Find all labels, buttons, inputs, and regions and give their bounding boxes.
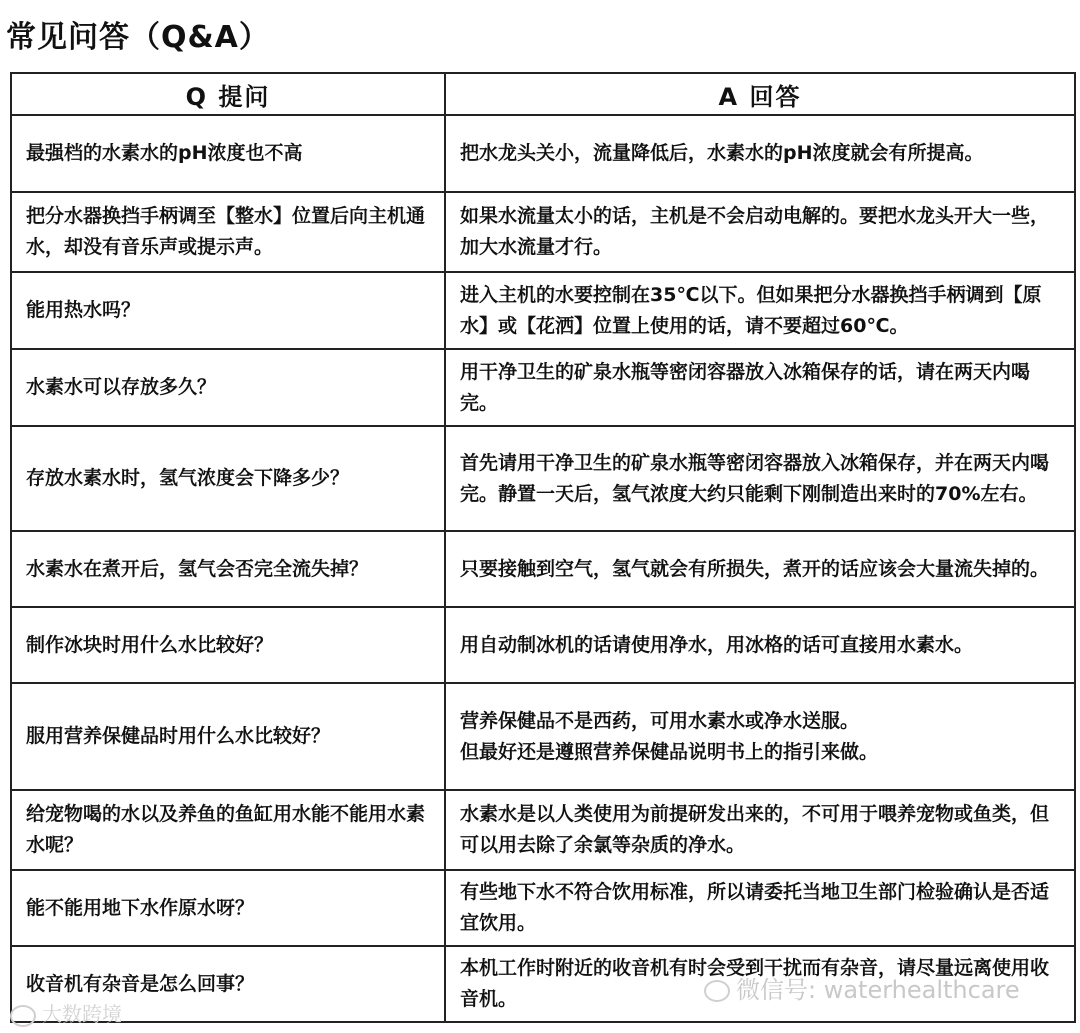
table-row <box>11 426 1075 531</box>
answer-text: 有些地下水不符合饮用标准，所以请委托当地卫生部门检验确认是否适宜饮用。 <box>460 881 1050 934</box>
table-row <box>11 683 1075 790</box>
answer-text: 用干净卫生的矿泉水瓶等密闭容器放入冰箱保存的话，请在两天内喝完。 <box>460 360 1031 414</box>
answer-text: 进入主机的水要控制在35℃以下。但如果把分水器换挡手柄调到【原水】或【花洒】位置上使用的话，请不要超过60℃。 <box>460 283 1042 337</box>
answer-text: 如果水流量太小的话，主机是不会启动电解的。要把水龙头开大一些，加大水流量才行。 <box>460 205 1050 258</box>
answer-text: 本机工作时附近的收音机有时会受到干扰而有杂音，请尽量远离使用收音机。 <box>460 957 1050 1010</box>
answer-cell <box>445 426 1075 531</box>
answer-text: 营养保健品不是西药，可用水素水或净水送服。 <box>460 709 860 732</box>
question-column-header: Q 提问 <box>11 73 445 115</box>
watermark-left-text: 大数跨境 <box>42 1002 122 1026</box>
table-row <box>11 349 1075 426</box>
watermark-right-text: 微信号: waterhealthcare <box>736 976 1020 1004</box>
answer-text: 但最好还是遵照营养保健品说明书上的指引来做。 <box>460 740 879 763</box>
answer-cell <box>445 349 1075 426</box>
answer-cell <box>445 272 1075 349</box>
weibo-icon <box>10 1005 36 1027</box>
answer-cell <box>445 531 1075 607</box>
question-cell: 最强档的水素水的pH浓度也不高 <box>11 115 445 192</box>
table-header-row <box>11 73 1075 115</box>
question-cell: 能不能用地下水作原水呀？ <box>11 870 445 946</box>
question-cell: 制作冰块时用什么水比较好？ <box>11 607 445 683</box>
question-cell: 服用营养保健品时用什么水比较好？ <box>11 683 445 790</box>
table-row <box>11 790 1075 870</box>
answer-text: 用自动制冰机的话请使用净水，用冰格的话可直接用水素水。 <box>460 633 974 656</box>
question-cell: 把分水器换挡手柄调至【整水】位置后向主机通水，却没有音乐声或提示声。 <box>11 192 445 272</box>
answer-column-header: A 回答 <box>445 73 1075 115</box>
watermark-right <box>704 970 1020 1005</box>
answer-text: 把水龙头关小，流量降低后，水素水的pH浓度就会有所提高。 <box>460 142 984 164</box>
question-cell: 水素水可以存放多久？ <box>11 349 445 426</box>
answer-cell <box>445 607 1075 683</box>
question-cell: 能用热水吗？ <box>11 272 445 349</box>
answer-cell <box>445 870 1075 946</box>
answer-cell <box>445 790 1075 870</box>
question-cell: 收音机有杂音是怎么回事？ <box>11 946 445 1022</box>
table-row <box>11 272 1075 349</box>
answer-cell <box>445 115 1075 192</box>
table-row <box>11 115 1075 192</box>
table-row <box>11 870 1075 946</box>
table-row <box>11 531 1075 607</box>
answer-text: 水素水是以人类使用为前提研发出来的，不可用于喂养宠物或鱼类，但可以用去除了余氯等杂质的净水。 <box>460 803 1050 856</box>
answer-text: 只要接触到空气，氢气就会有所损失，煮开的话应该会大量流失掉的。 <box>460 557 1050 580</box>
watermark-left <box>10 998 122 1027</box>
question-cell: 水素水在煮开后，氢气会否完全流失掉？ <box>11 531 445 607</box>
question-cell: 存放水素水时，氢气浓度会下降多少？ <box>11 426 445 531</box>
table-row <box>11 192 1075 272</box>
question-cell: 给宠物喝的水以及养鱼的鱼缸用水能不能用水素水呢？ <box>11 790 445 870</box>
page-title: 常见问答（Q&A） <box>6 20 270 55</box>
answer-cell <box>445 192 1075 272</box>
table-row <box>11 607 1075 683</box>
answer-text: 首先请用干净卫生的矿泉水瓶等密闭容器放入冰箱保存，并在两天内喝完。静置一天后，氢气浓度大约只能剩下刚制造出来时的70%左右。 <box>460 451 1050 505</box>
wechat-icon <box>704 980 730 1002</box>
answer-cell <box>445 683 1075 790</box>
qa-table <box>10 72 1076 1023</box>
